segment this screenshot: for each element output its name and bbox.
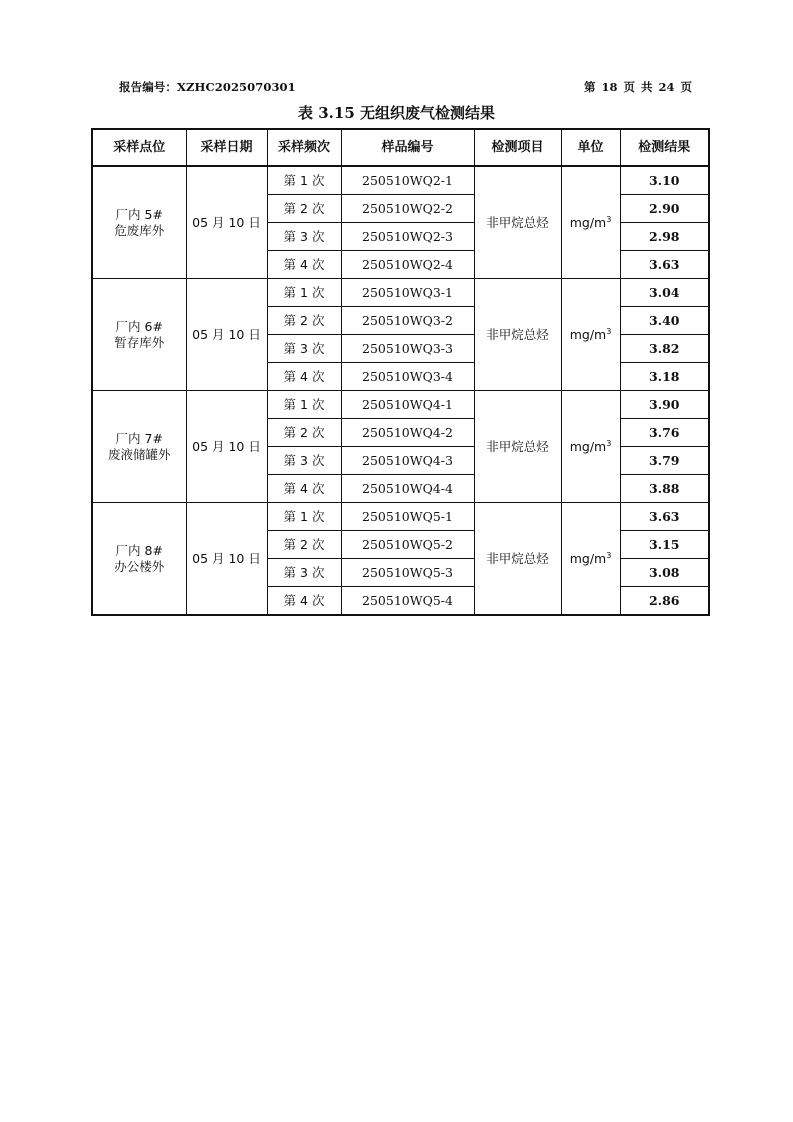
location-cell bbox=[92, 391, 186, 503]
table-title: 表 3.15 无组织废气检测结果 bbox=[298, 104, 495, 122]
location-code: 厂内 7# bbox=[115, 430, 163, 446]
column-header-test-item: 检测项目 bbox=[474, 129, 561, 166]
sample-id-cell: 250510WQ4-1 bbox=[341, 391, 474, 419]
unit-exponent: 3 bbox=[606, 326, 612, 336]
table-row bbox=[92, 279, 709, 307]
unit-cell bbox=[561, 391, 620, 503]
location-code: 厂内 6# bbox=[115, 318, 163, 334]
frequency-cell: 第 3 次 bbox=[267, 447, 341, 475]
frequency-cell: 第 2 次 bbox=[267, 419, 341, 447]
result-cell: 2.90 bbox=[620, 195, 709, 223]
unit-cell bbox=[561, 279, 620, 391]
unit-cell bbox=[561, 166, 620, 279]
location-cell bbox=[92, 503, 186, 616]
column-header-result: 检测结果 bbox=[620, 129, 709, 166]
result-cell: 3.82 bbox=[620, 335, 709, 363]
frequency-cell: 第 3 次 bbox=[267, 223, 341, 251]
frequency-cell: 第 4 次 bbox=[267, 587, 341, 616]
sample-id-cell: 250510WQ2-2 bbox=[341, 195, 474, 223]
result-cell: 3.63 bbox=[620, 503, 709, 531]
result-cell: 3.63 bbox=[620, 251, 709, 279]
unit-base: mg/m bbox=[569, 326, 607, 342]
date-cell: 05 月 10 日 bbox=[186, 503, 267, 616]
frequency-cell: 第 4 次 bbox=[267, 363, 341, 391]
unit-cell bbox=[561, 503, 620, 616]
results-table bbox=[91, 128, 710, 616]
page-info: 第 18 页 共 24 页 bbox=[584, 80, 693, 94]
location-name: 危废库外 bbox=[114, 222, 165, 238]
location-code: 厂内 8# bbox=[115, 542, 163, 558]
sample-id-cell: 250510WQ3-2 bbox=[341, 307, 474, 335]
table-row bbox=[92, 391, 709, 419]
column-header-sample-id: 样品编号 bbox=[341, 129, 474, 166]
test-item-cell: 非甲烷总烃 bbox=[474, 503, 561, 616]
table-row bbox=[92, 503, 709, 531]
test-item-cell: 非甲烷总烃 bbox=[474, 391, 561, 503]
frequency-cell: 第 4 次 bbox=[267, 475, 341, 503]
unit-base: mg/m bbox=[569, 438, 607, 454]
result-cell: 2.86 bbox=[620, 587, 709, 616]
location-cell bbox=[92, 279, 186, 391]
column-header-date: 采样日期 bbox=[186, 129, 267, 166]
location-name: 暂存库外 bbox=[114, 334, 165, 350]
sample-id-cell: 250510WQ4-2 bbox=[341, 419, 474, 447]
sample-id-cell: 250510WQ4-3 bbox=[341, 447, 474, 475]
column-header-frequency: 采样频次 bbox=[267, 129, 341, 166]
table-header-row bbox=[92, 129, 709, 166]
location-cell bbox=[92, 166, 186, 279]
sample-id-cell: 250510WQ5-3 bbox=[341, 559, 474, 587]
report-number: 报告编号：XZHC2025070301 bbox=[119, 80, 296, 94]
sample-id-cell: 250510WQ2-4 bbox=[341, 251, 474, 279]
unit-exponent: 3 bbox=[606, 550, 612, 560]
frequency-cell: 第 1 次 bbox=[267, 166, 341, 195]
sample-id-cell: 250510WQ3-1 bbox=[341, 279, 474, 307]
column-header-unit: 单位 bbox=[561, 129, 620, 166]
unit-base: mg/m bbox=[569, 550, 607, 566]
result-cell: 2.98 bbox=[620, 223, 709, 251]
result-cell: 3.90 bbox=[620, 391, 709, 419]
frequency-cell: 第 2 次 bbox=[267, 195, 341, 223]
sample-id-cell: 250510WQ2-3 bbox=[341, 223, 474, 251]
result-cell: 3.10 bbox=[620, 166, 709, 195]
frequency-cell: 第 1 次 bbox=[267, 503, 341, 531]
result-cell: 3.04 bbox=[620, 279, 709, 307]
frequency-cell: 第 1 次 bbox=[267, 279, 341, 307]
frequency-cell: 第 3 次 bbox=[267, 559, 341, 587]
unit-exponent: 3 bbox=[606, 214, 612, 224]
sample-id-cell: 250510WQ2-1 bbox=[341, 166, 474, 195]
sample-id-cell: 250510WQ5-4 bbox=[341, 587, 474, 616]
test-item-cell: 非甲烷总烃 bbox=[474, 166, 561, 279]
sample-id-cell: 250510WQ3-3 bbox=[341, 335, 474, 363]
table-row bbox=[92, 166, 709, 195]
location-name: 办公楼外 bbox=[114, 558, 165, 574]
date-cell: 05 月 10 日 bbox=[186, 166, 267, 279]
frequency-cell: 第 4 次 bbox=[267, 251, 341, 279]
frequency-cell: 第 3 次 bbox=[267, 335, 341, 363]
result-cell: 3.08 bbox=[620, 559, 709, 587]
unit-base: mg/m bbox=[569, 214, 607, 230]
unit-exponent: 3 bbox=[606, 438, 612, 448]
result-cell: 3.88 bbox=[620, 475, 709, 503]
sample-id-cell: 250510WQ5-1 bbox=[341, 503, 474, 531]
result-cell: 3.76 bbox=[620, 419, 709, 447]
result-cell: 3.79 bbox=[620, 447, 709, 475]
result-cell: 3.40 bbox=[620, 307, 709, 335]
frequency-cell: 第 2 次 bbox=[267, 307, 341, 335]
column-header-location: 采样点位 bbox=[92, 129, 186, 166]
result-cell: 3.15 bbox=[620, 531, 709, 559]
sample-id-cell: 250510WQ4-4 bbox=[341, 475, 474, 503]
sample-id-cell: 250510WQ3-4 bbox=[341, 363, 474, 391]
frequency-cell: 第 2 次 bbox=[267, 531, 341, 559]
date-cell: 05 月 10 日 bbox=[186, 391, 267, 503]
sample-id-cell: 250510WQ5-2 bbox=[341, 531, 474, 559]
test-item-cell: 非甲烷总烃 bbox=[474, 279, 561, 391]
location-name: 废液储罐外 bbox=[107, 446, 171, 462]
date-cell: 05 月 10 日 bbox=[186, 279, 267, 391]
location-code: 厂内 5# bbox=[115, 206, 163, 222]
result-cell: 3.18 bbox=[620, 363, 709, 391]
frequency-cell: 第 1 次 bbox=[267, 391, 341, 419]
